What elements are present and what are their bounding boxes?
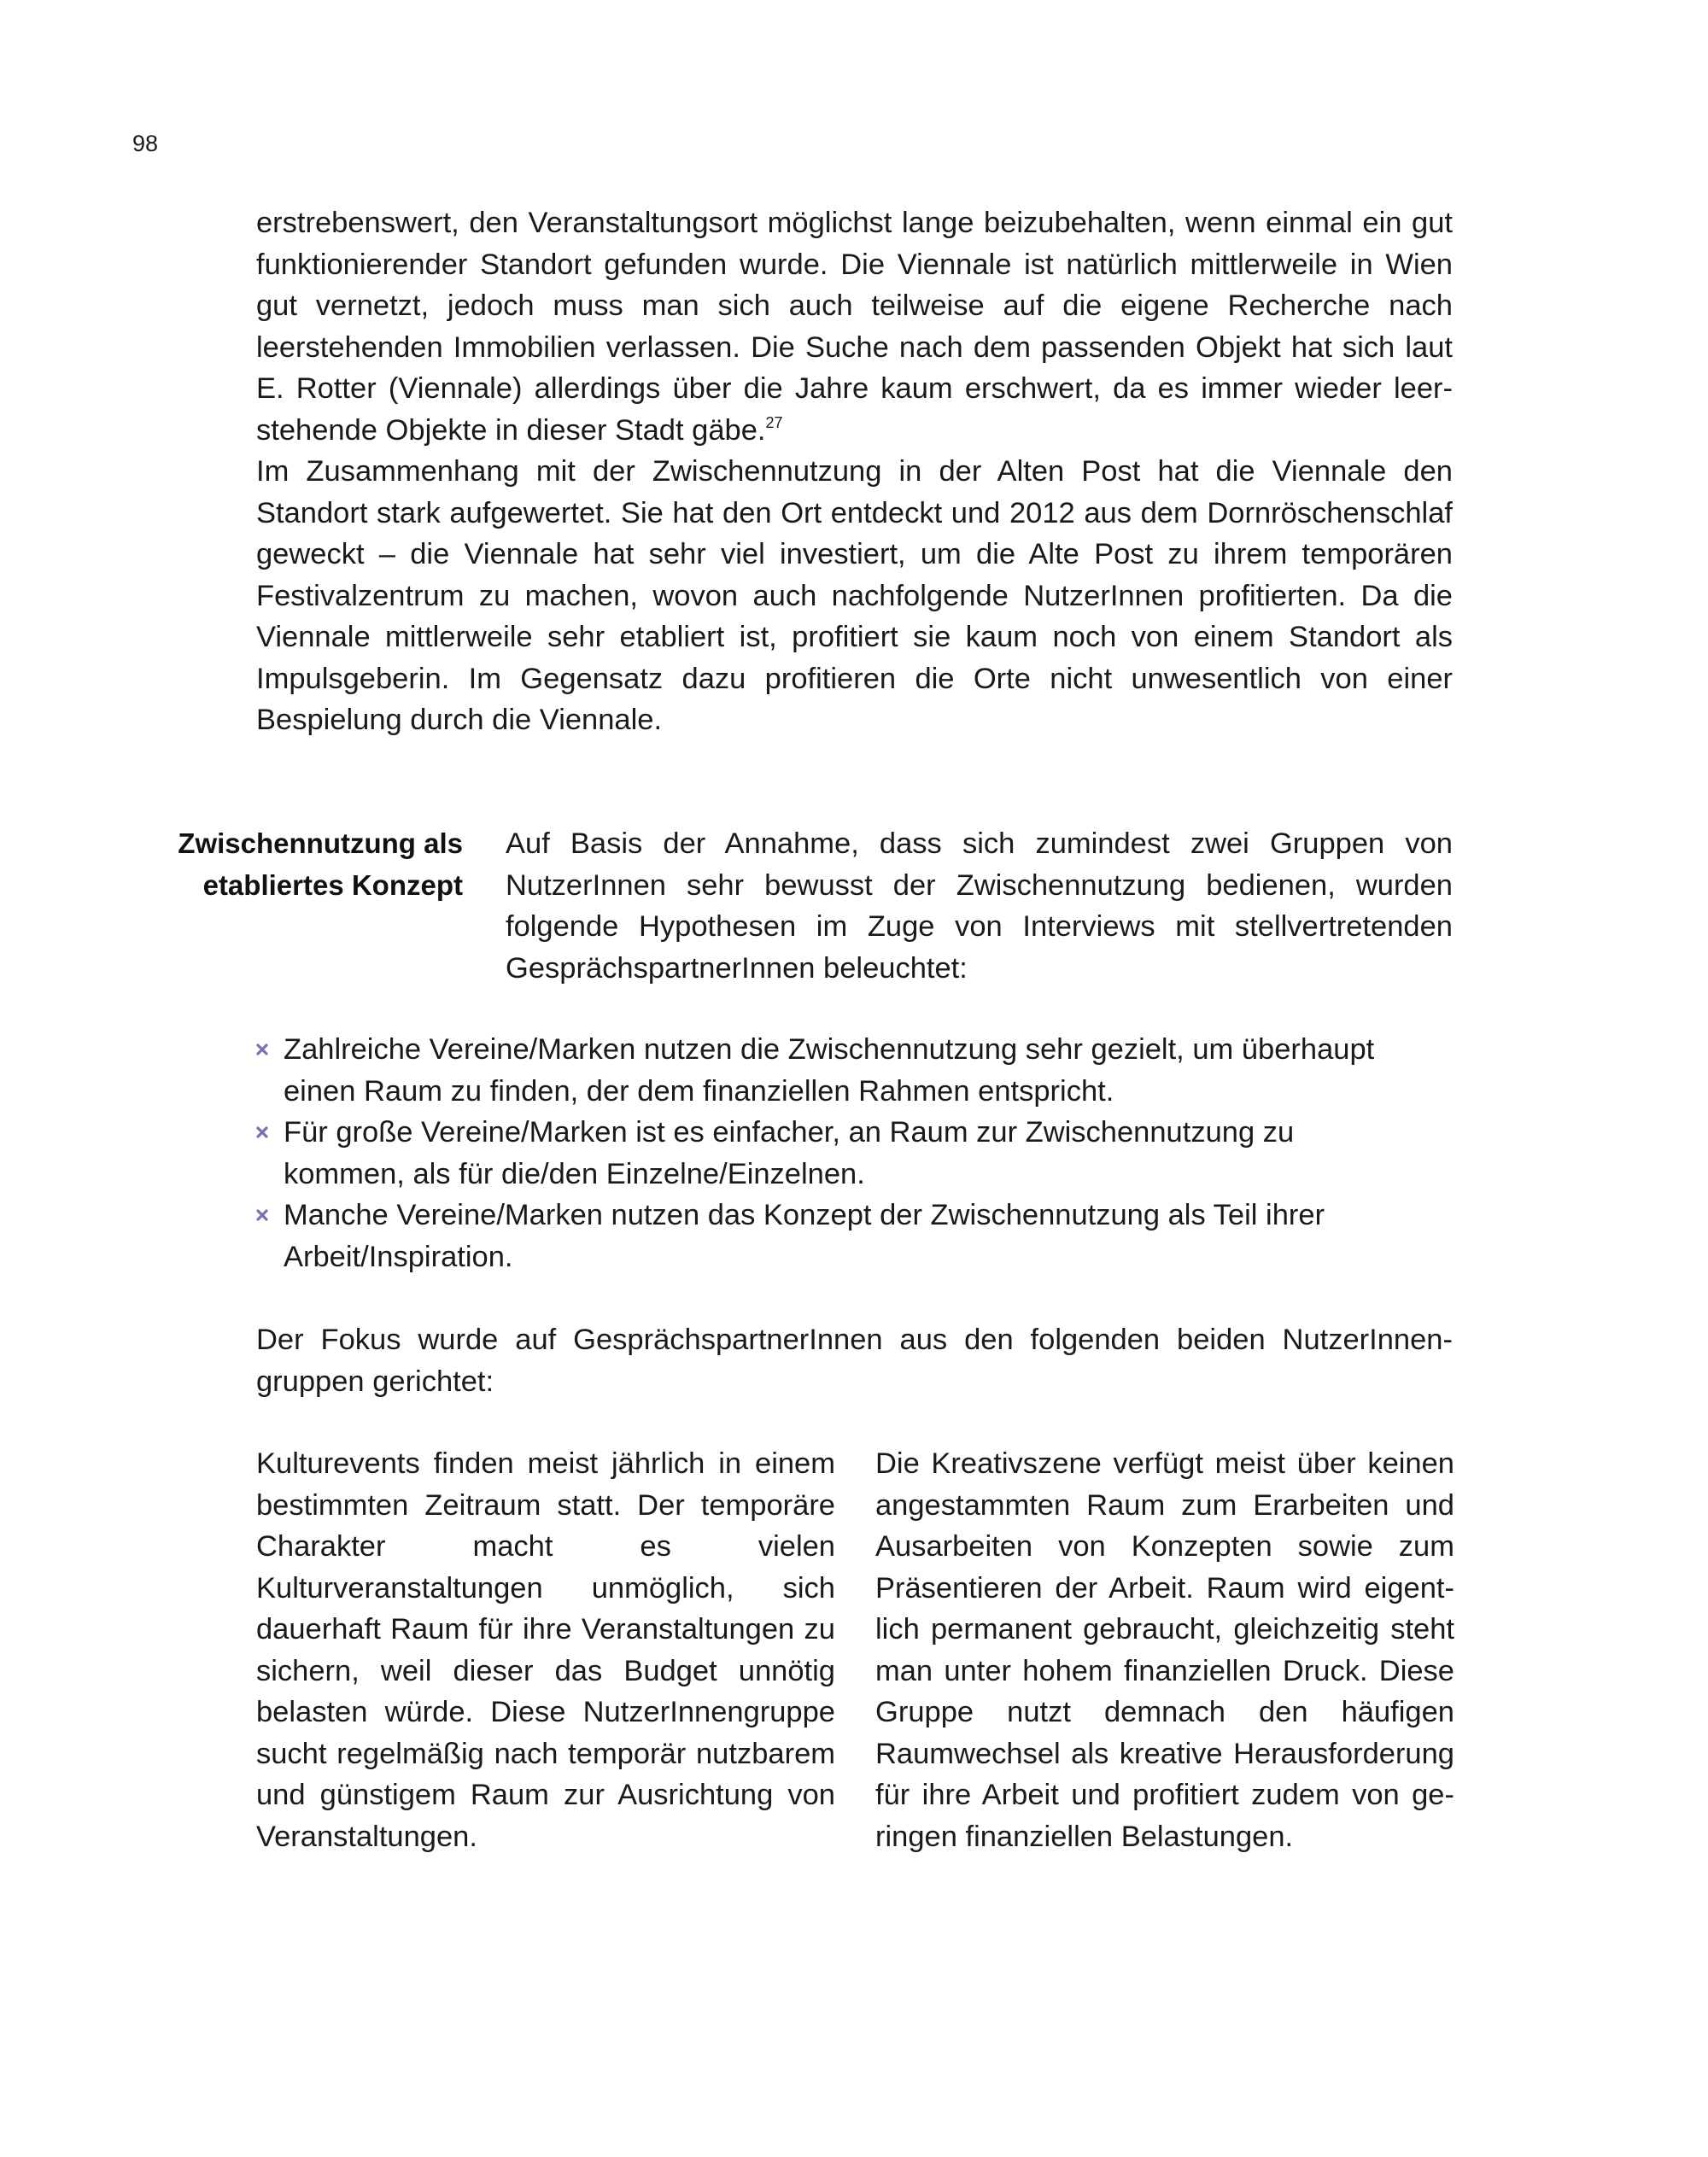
- page-number: 98: [132, 131, 159, 156]
- column-right-creative-scene: Die Kreativszene verfügt meist über keinen angestammten Raum zum Erarbeiten und Ausarbeiten von Konzepten sowie zum Präsentieren der Arbeit. Raum wird eigentlich permanent gebraucht, gleichzeitig steht man unter hohem finanziellen Druck. Diese Gruppe nutzt demnach den häufigen Raumwechsel als kreative Herausforderung für ihre Arbeit und profitiert zudem von geringen finanziellen Belastungen.: [875, 1447, 1454, 1853]
- list-item: [256, 1029, 1385, 1112]
- section-heading: [102, 823, 463, 906]
- list-item-text: Manche Vereine/Marken nutzen das Konzept der Zwischennutzung als Teil ihrer Arbeit/Inspiration.: [284, 1199, 1325, 1273]
- intro-paragraph-1: [256, 202, 1453, 451]
- section-heading-line-1: Zwischennutzung als: [178, 827, 463, 859]
- section-intro-paragraph: Auf Basis der Annahme, dass sich zumindest zwei Gruppen von NutzerInnen sehr bewusst der Zwischennutzung bedienen, wurden folgende Hypothesen im Zuge von Interviews mit stellvertretenden GesprächspartnerInnen beleuchtet:: [506, 827, 1453, 985]
- column-left-cultural-events: Kulturevents finden meist jährlich in einem bestimmten Zeitraum statt. Der temporäre Charakter macht es vielen Kulturveranstaltungen unmöglich, sich dauerhaft Raum für ihre Veranstaltungen zu sichern, weil dieser das Budget unnötig belasten würde. Diese NutzerInnengruppe sucht regelmäßig nach temporär nutzbarem und günstigem Raum zur Ausrichtung von Veranstaltungen.: [256, 1447, 835, 1853]
- list-item-text: Zahlreiche Vereine/Marken nutzen die Zwischennutzung sehr gezielt, um überhaupt einen Raum zu finden, der dem finanziellen Rahmen entspricht.: [284, 1033, 1375, 1108]
- intro-text-block: [256, 202, 1453, 741]
- hypotheses-list: [256, 1029, 1453, 1277]
- focus-paragraph: Der Fokus wurde auf GesprächspartnerInnen aus den folgenden beiden NutzerInnengruppen gerichtet:: [256, 1324, 1453, 1398]
- list-item: [256, 1112, 1385, 1195]
- intro-paragraph-1-text: erstrebenswert, den Veranstaltungsort möglichst lange beizubehalten, wenn einmal ein gut funktionierender Standort gefunden wurde. Die Viennale ist natürlich mittlerweile in Wien gut vernetzt, jedoch muss man sich auch teilweise auf die eigene Recherche nach leerstehenden Immobilien verlassen. Die Suche nach dem passenden Objekt hat sich laut E. Rotter (Viennale) allerdings über die Jahre kaum erschwert, da es immer wieder leerstehende Objekte in dieser Stadt gäbe.: [256, 207, 1453, 447]
- x-bullet-icon: [256, 1043, 268, 1055]
- intro-paragraph-2: Im Zusammenhang mit der Zwischennutzung in der Alten Post hat die Viennale den Standort stark aufgewertet. Sie hat den Ort entdeckt und 2012 aus dem Dornröschenschlaf geweckt – die Viennale hat sehr viel investiert, um die Alte Post zu ihrem temporären Festivalzentrum zu machen, wovon auch nachfolgende NutzerInnen profitierten. Da die Viennale mittlerweile sehr etabliert ist, profitiert sie kaum noch von einem Standort als Impulsgeberin. Im Gegensatz dazu profitieren die Orte nicht unwesentlich von einer Bespielung durch die Viennale.: [256, 455, 1453, 736]
- x-bullet-icon: [256, 1126, 268, 1138]
- list-item: [256, 1195, 1385, 1277]
- list-item-text: Für große Vereine/Marken ist es einfacher, an Raum zur Zwischennutzung zu kommen, als für die/den Einzelne/Einzelnen.: [284, 1116, 1295, 1190]
- x-bullet-icon: [256, 1209, 268, 1221]
- footnote-reference[interactable]: 27: [765, 413, 783, 431]
- section-heading-line-2: etabliertes Konzept: [202, 868, 463, 901]
